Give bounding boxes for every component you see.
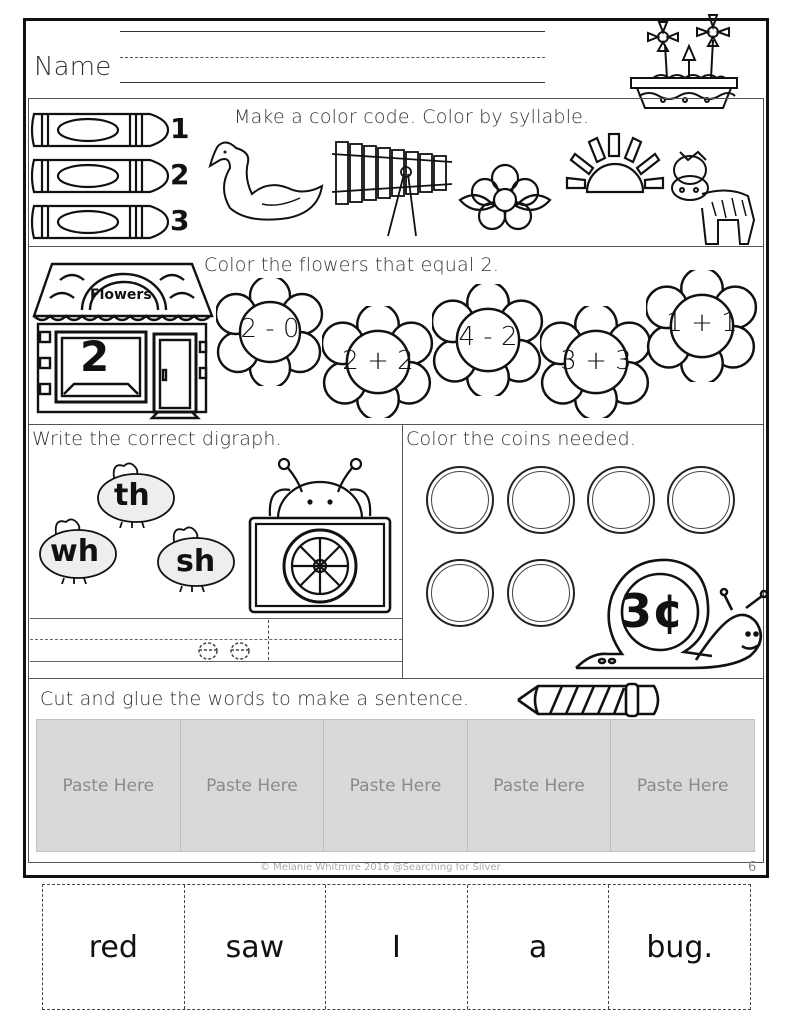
penny-coin[interactable]	[426, 559, 494, 627]
flower-equation[interactable]	[216, 278, 324, 386]
name-label: Name	[34, 52, 112, 82]
swan-icon[interactable]	[208, 138, 326, 226]
word-card[interactable]: red	[43, 885, 185, 1009]
divider	[402, 424, 403, 678]
pencil-icon	[514, 680, 664, 718]
equation-label: 2 - 0	[240, 314, 300, 344]
page-number: 6	[748, 860, 757, 875]
word-card[interactable]: saw	[185, 885, 327, 1009]
crayon-icon[interactable]	[30, 110, 170, 150]
divider	[28, 678, 764, 679]
equation-label: 3 + 3	[560, 346, 632, 376]
digraph-label: th	[114, 478, 150, 513]
sun-icon[interactable]	[565, 130, 665, 195]
flower-shop-number: 2	[80, 332, 110, 381]
bee-option[interactable]	[152, 524, 238, 592]
copyright-text: © Melanie Whitmire 2016 @Searching for Silver	[260, 862, 501, 873]
wheel-icon	[248, 456, 393, 616]
name-input-line[interactable]	[120, 82, 545, 83]
divider	[28, 424, 764, 425]
paste-area	[36, 719, 755, 852]
flower-equation[interactable]	[322, 306, 434, 418]
divider	[28, 246, 764, 247]
crayon-icon[interactable]	[30, 202, 170, 242]
coin-amount: 3¢	[620, 584, 685, 638]
bee-option[interactable]	[34, 516, 120, 584]
digraph-label: sh	[176, 544, 216, 579]
name-line-top	[120, 31, 545, 32]
sentence-instruction: Cut and glue the words to make a sentence.	[40, 688, 470, 710]
paste-box[interactable]: Paste Here	[37, 720, 181, 851]
equation-label: 2 + 2	[342, 346, 414, 376]
digraph-instruction: Write the correct digraph.	[32, 428, 282, 450]
paste-box[interactable]: Paste Here	[636, 775, 729, 796]
flower-equation[interactable]	[432, 284, 544, 396]
flowers-instruction: Color the flowers that equal 2.	[204, 254, 500, 276]
word-card[interactable]: I	[326, 885, 468, 1009]
flower-icon[interactable]	[458, 160, 553, 240]
flower-equation[interactable]	[646, 270, 758, 382]
flower-pot-icon	[625, 10, 745, 110]
writing-divider	[268, 620, 269, 660]
crayon-icon[interactable]	[30, 156, 170, 196]
flower-shop-sign: Flowers	[90, 287, 152, 303]
crayon-number: 3	[170, 204, 190, 237]
paste-box[interactable]: Paste Here	[468, 720, 612, 851]
digraph-label: wh	[50, 534, 100, 569]
word-card[interactable]: bug.	[646, 929, 713, 965]
coins-instruction: Color the coins needed.	[406, 428, 637, 450]
penny-coin[interactable]	[507, 559, 575, 627]
paste-box[interactable]: Paste Here	[324, 720, 468, 851]
writing-line-top	[30, 618, 402, 619]
zebra-icon[interactable]	[668, 146, 763, 246]
equation-label: 4 - 2	[458, 322, 518, 352]
penny-coin[interactable]	[426, 466, 494, 534]
penny-coin[interactable]	[507, 466, 575, 534]
paste-box[interactable]: Paste Here	[181, 720, 325, 851]
equation-label: 1 + 1	[666, 308, 738, 338]
crayon-number: 1	[170, 112, 190, 145]
name-line-mid	[120, 57, 545, 58]
penny-coin[interactable]	[587, 466, 655, 534]
word-card[interactable]: a	[468, 885, 610, 1009]
traced-ee-letters	[196, 640, 256, 662]
cut-out-words	[42, 884, 751, 1010]
color-code-instruction: Make a color code. Color by syllable.	[234, 106, 590, 128]
flower-shop-icon	[30, 258, 215, 423]
xylophone-icon[interactable]	[332, 140, 457, 240]
flower-equation[interactable]	[540, 306, 652, 418]
penny-coin[interactable]	[667, 466, 735, 534]
crayon-number: 2	[170, 158, 190, 191]
